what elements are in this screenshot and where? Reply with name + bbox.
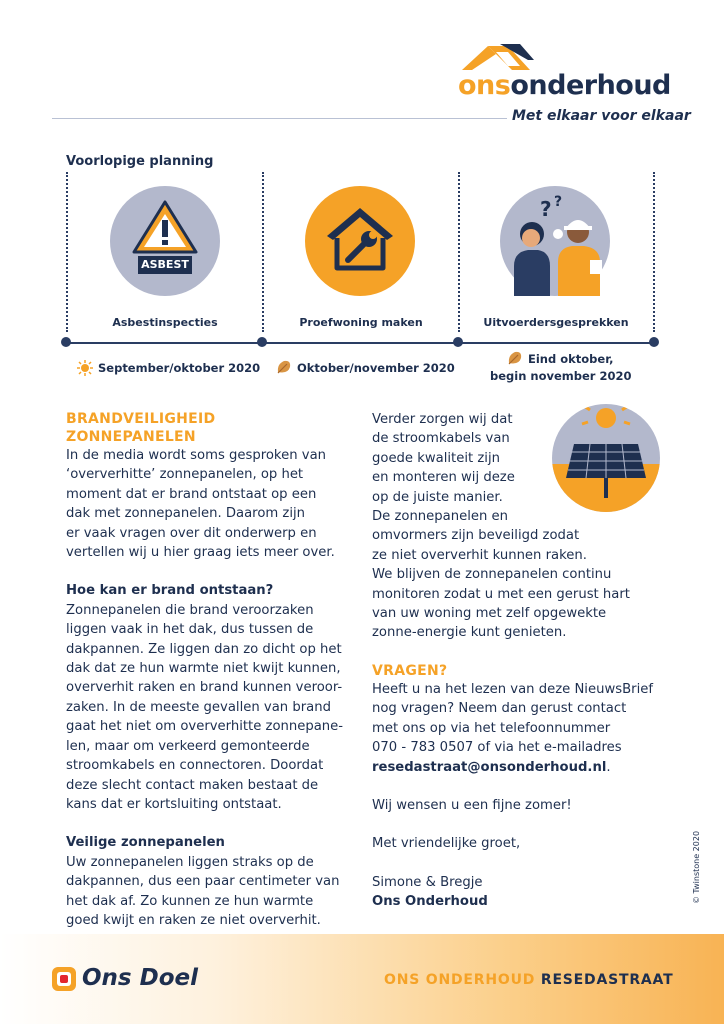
asbest-icon-label: ASBEST	[141, 258, 189, 271]
asbestos-warning-icon	[110, 186, 220, 296]
body-line: met ons op via het telefoonnummer	[372, 720, 611, 736]
step-label-proefwoning: Proefwoning maken	[299, 316, 423, 329]
body-line: op de juiste manier.	[372, 489, 503, 505]
body-line: Verder zorgen wij dat	[372, 412, 513, 427]
body-line: gaat het niet om oververhitte zonnepane-	[66, 719, 344, 735]
body-line: en monteren wij deze	[372, 470, 515, 486]
timeline-divider	[66, 172, 68, 332]
article-heading-line1: BRANDVEILIGHEID	[66, 411, 216, 427]
body-line: goede kwaliteit zijn	[372, 450, 500, 466]
right-article	[372, 410, 672, 912]
partner-logo-text: Ons Doel	[82, 965, 198, 991]
svg-text:?: ?	[554, 194, 563, 210]
intro-line: ‘oververhitte’ zonnepanelen, op het	[66, 467, 304, 483]
timeline-divider	[653, 172, 655, 332]
body-line: 070 - 783 0507 of via het e-mailadres	[372, 740, 622, 756]
brand-logo	[458, 70, 671, 101]
brand-logo-part1: ons	[458, 70, 511, 101]
email-link[interactable]: resedastraat@onsonderhoud.nl	[372, 759, 607, 775]
body-line: We blijven de zonnepanelen continu	[372, 567, 612, 583]
people-conversation-icon	[500, 186, 610, 296]
intro-line: In de media wordt soms gesproken van	[66, 448, 327, 463]
autumn-leaf-icon	[506, 349, 524, 367]
sun-icon	[77, 360, 93, 376]
step-label-uitvoerders: Uitvoerdersgesprekken	[483, 316, 629, 329]
footer-title	[384, 972, 673, 988]
body-line: stroomkabels en connectoren. Doordat	[66, 758, 324, 774]
subheading-veilige-zonnepanelen: Veilige zonnepanelen	[66, 835, 225, 851]
brand-logo-part2: onderhoud	[510, 70, 671, 101]
body-line: Heeft u na het lezen van deze NieuwsBrief	[372, 681, 653, 697]
timeline-divider	[262, 172, 264, 332]
step-date-asbestos: September/oktober 2020	[98, 361, 261, 375]
footer-title-part1: ONS ONDERHOUD	[384, 972, 536, 988]
greeting-line: Met vriendelijke groet,	[372, 836, 521, 852]
article-heading-line2: ZONNEPANELEN	[66, 429, 196, 445]
left-article	[66, 410, 356, 930]
body-line: de stroomkabels van	[372, 431, 510, 447]
body-line: goed kwijt en raken ze niet oververhit.	[66, 912, 321, 928]
body-line: dakpannen. Ze liggen dan zo dicht op het	[66, 641, 342, 657]
body-line: kans dat er kortsluiting ontstaat.	[66, 796, 282, 812]
step-label-asbestos: Asbestinspecties	[112, 316, 218, 329]
intro-line: vertellen wij u hier graag iets meer over.	[66, 545, 335, 561]
timeline-dot	[61, 337, 71, 347]
body-line: het dak af. Zo kunnen ze hun warmte	[66, 893, 314, 909]
body-line: nog vragen? Neem dan gerust contact	[372, 701, 627, 717]
autumn-leaf-icon	[275, 358, 293, 376]
body-line: oververhit raken en brand kunnen veroor-	[66, 680, 343, 696]
timeline-dot	[649, 337, 659, 347]
body-line: liggen vaak in het dak, dus tussen de	[66, 622, 314, 638]
body-line: monitoren zodat u met een gerust hart	[372, 586, 630, 602]
brand-tagline: Met elkaar voor elkaar	[512, 108, 691, 124]
ons-doel-logo-icon	[50, 965, 78, 993]
timeline-divider	[458, 172, 460, 332]
timeline-dot	[257, 337, 267, 347]
house-wrench-icon	[305, 186, 415, 296]
signature-org: Ons Onderhoud	[372, 894, 488, 910]
subheading-brand-ontstaan: Hoe kan er brand ontstaan?	[66, 583, 274, 599]
body-line: Uw zonnepanelen liggen straks op de	[66, 854, 314, 870]
intro-line: moment dat er brand ontstaat op een	[66, 486, 317, 502]
email-suffix: .	[606, 759, 611, 775]
step-date-uitvoerders-line1: Eind oktober,	[528, 352, 614, 366]
body-line: van uw woning met zelf opgewekte	[372, 606, 607, 622]
timeline-line	[66, 342, 654, 344]
body-line: ze niet oververhit kunnen raken.	[372, 547, 587, 563]
body-line: dak dat ze hun warmte niet kwijt kunnen,	[66, 661, 341, 677]
body-line: dakpannen, dus een paar centimeter van	[66, 874, 340, 890]
timeline-dot	[453, 337, 463, 347]
body-line: De zonnepanelen en	[372, 509, 509, 525]
planning-title: Voorlopige planning	[66, 154, 214, 169]
signature-names: Simone & Bregje	[372, 874, 483, 890]
body-line: omvormers zijn beveiligd zodat	[372, 528, 580, 544]
copyright-note: © Twinstone 2020	[692, 830, 701, 904]
footer-title-part2: RESEDASTRAAT	[540, 972, 674, 988]
body-line: zonne-energie kunt genieten.	[372, 625, 567, 641]
body-line: len, maar om verkeerd gemonteerde	[66, 738, 310, 754]
step-date-uitvoerders-line2: begin november 2020	[490, 369, 632, 383]
header-divider	[52, 118, 507, 119]
step-date-proefwoning: Oktober/november 2020	[297, 361, 455, 375]
questions-heading: VRAGEN?	[372, 662, 448, 679]
body-line: Zonnepanelen die brand veroorzaken	[66, 602, 314, 618]
intro-line: dak met zonnepanelen. Daarom zijn	[66, 506, 306, 522]
house-roof-logo-icon	[458, 40, 536, 74]
wish-line: Wij wensen u een fijne zomer!	[372, 797, 572, 813]
body-line: zaken. In de meeste gevallen van brand	[66, 699, 331, 715]
body-line: deze slecht contact maken bestaat de	[66, 777, 319, 793]
intro-line: er vaak vragen over dit onderwerp en	[66, 525, 317, 541]
svg-text:?: ?	[540, 197, 552, 221]
